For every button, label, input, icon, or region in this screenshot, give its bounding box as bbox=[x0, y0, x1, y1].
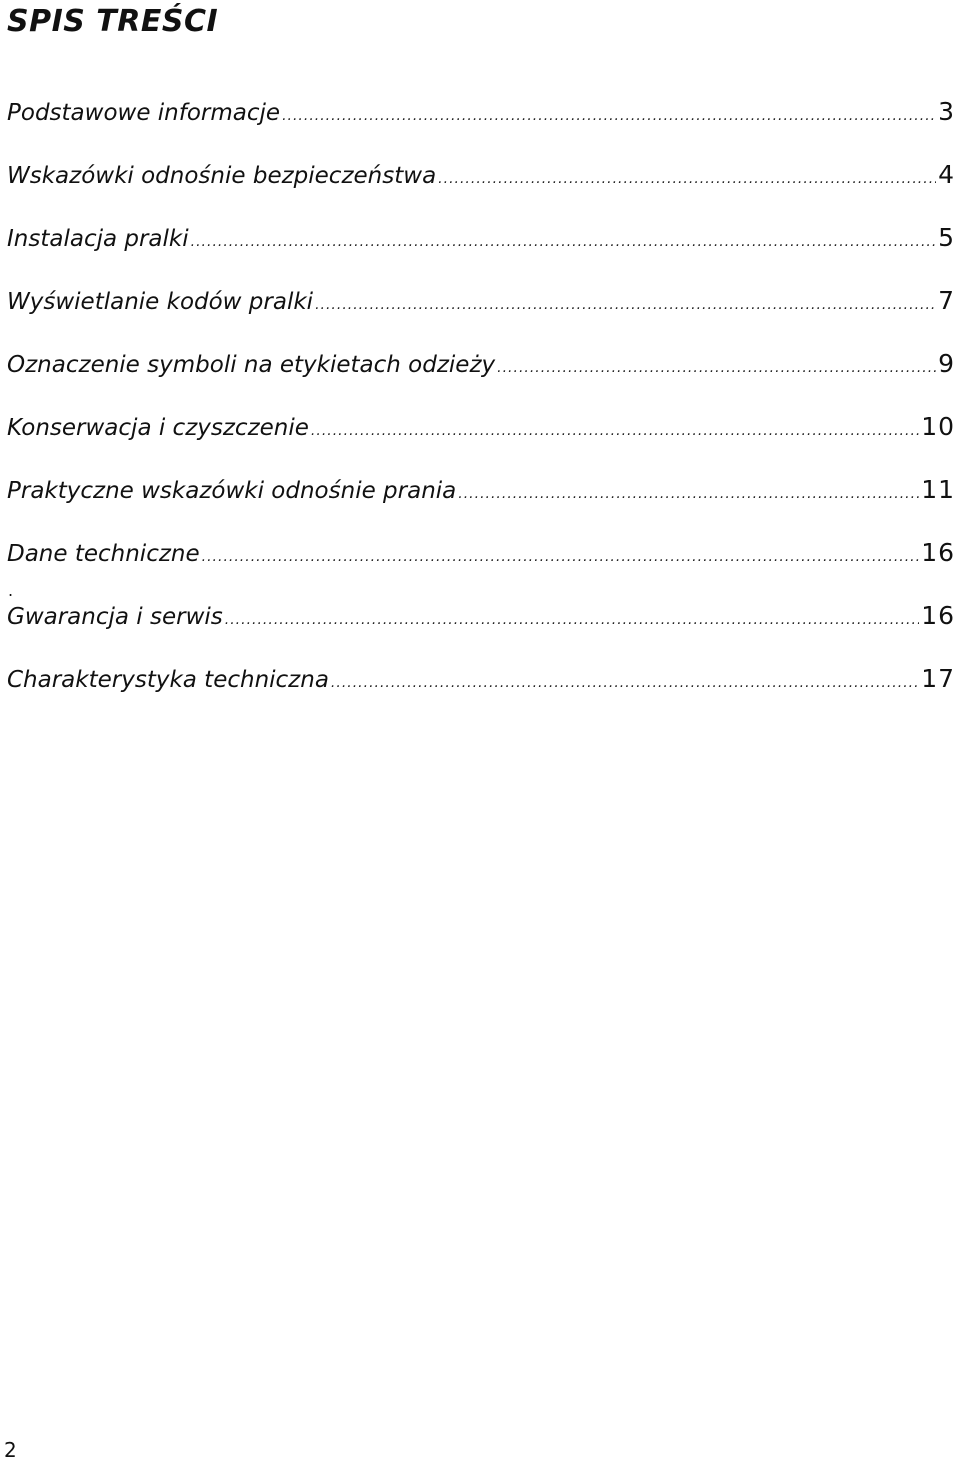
toc-entry-page: 10 bbox=[921, 412, 955, 441]
toc-entry-page: 17 bbox=[921, 664, 955, 693]
dot-leader bbox=[315, 297, 936, 313]
dot-leader bbox=[497, 360, 936, 376]
toc-entry-page: 9 bbox=[938, 349, 955, 378]
toc-entry-label: Instalacja pralki bbox=[7, 226, 189, 252]
dot-leader bbox=[311, 423, 919, 439]
toc-entry-page: 11 bbox=[921, 475, 955, 504]
toc-entry-label: Wskazówki odnośnie bezpieczeństwa bbox=[7, 163, 437, 189]
toc-entry-label: Podstawowe informacje bbox=[7, 100, 281, 126]
toc-entry-basic-info[interactable] bbox=[7, 97, 955, 160]
toc-entry-specifications[interactable] bbox=[7, 664, 955, 727]
toc-entry-installation[interactable] bbox=[7, 223, 955, 286]
toc-entry-label: Dane techniczne bbox=[7, 541, 200, 567]
toc-entry-error-codes[interactable] bbox=[7, 286, 955, 349]
toc-entry-safety[interactable] bbox=[7, 160, 955, 223]
dot-leader bbox=[225, 612, 919, 628]
toc-entry-label: Wyświetlanie kodów pralki bbox=[7, 289, 314, 315]
dot-leader bbox=[282, 108, 936, 124]
toc-entry-label: Konserwacja i czyszczenie bbox=[7, 415, 309, 441]
toc-entry-label: Praktyczne wskazówki odnośnie prania bbox=[7, 478, 457, 504]
dot-leader bbox=[331, 675, 919, 691]
page-title: SPIS TREŚCI bbox=[7, 4, 219, 39]
toc-entry-label: Charakterystyka techniczna bbox=[7, 667, 329, 693]
toc-entry-page: 5 bbox=[938, 223, 955, 252]
toc-entry-washing-tips[interactable] bbox=[7, 475, 955, 538]
dot-leader bbox=[438, 171, 936, 187]
toc-entry-page: 16 bbox=[921, 601, 955, 630]
dot-leader bbox=[202, 549, 920, 565]
toc-entry-page: 4 bbox=[938, 160, 955, 189]
page-number: 2 bbox=[4, 1438, 17, 1462]
toc-entry-maintenance[interactable] bbox=[7, 412, 955, 475]
toc-entry-page: 3 bbox=[938, 97, 955, 126]
dot-leader bbox=[458, 486, 919, 502]
toc-entry-label: Oznaczenie symboli na etykietach odzieży bbox=[7, 352, 496, 378]
toc-entry-warranty[interactable] bbox=[7, 601, 955, 664]
toc-entry-page: 7 bbox=[938, 286, 955, 315]
toc-entry-care-symbols[interactable] bbox=[7, 349, 955, 412]
toc-entry-page: 16 bbox=[921, 538, 955, 567]
toc-entry-technical-data[interactable] bbox=[7, 538, 955, 601]
table-of-contents bbox=[7, 97, 955, 727]
toc-entry-label: Gwarancja i serwis bbox=[7, 604, 223, 630]
stray-mark: . bbox=[8, 581, 14, 600]
dot-leader bbox=[191, 234, 936, 250]
